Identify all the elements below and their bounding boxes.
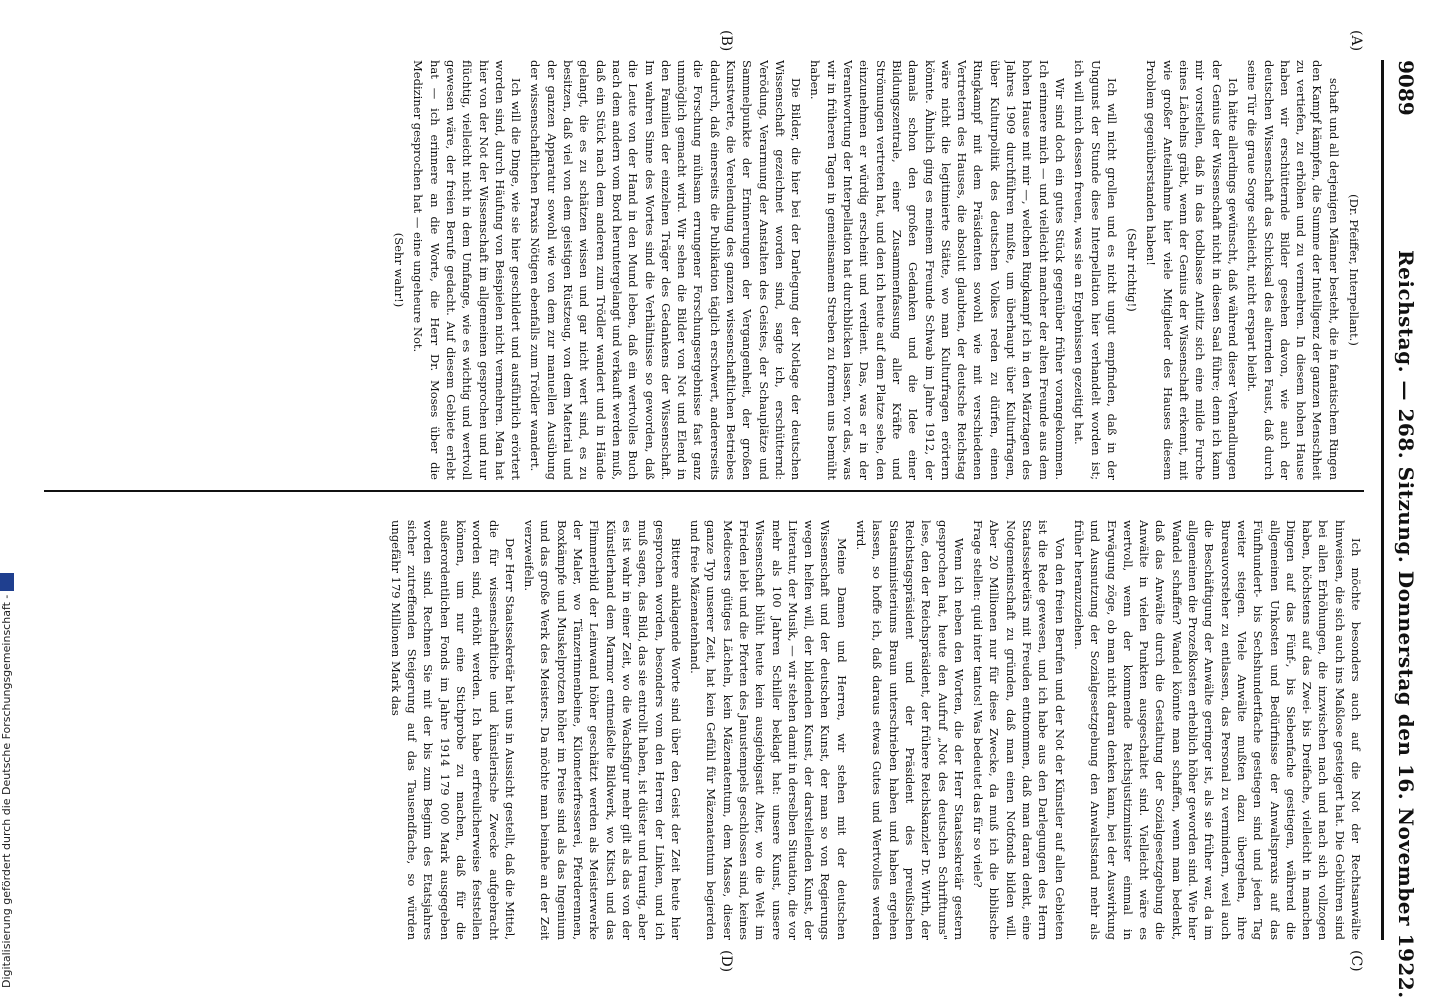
paragraph: Meine Damen und Herren, wir stehen mit der deutschen Wissenschaft und der deutschen Kunst, der man so von Regierungs wegen helfen will, der bildenden Kunst, der darstellenden Kunst, der Literatur, der Musik, — wir stehen damit in derselben Situation, die vor mehr als 100 Jahren Schiller beklagt hat: unsere Kunst, unsere Wissenschaft blüht heute kein ausgiebigsatt Alter, wo die Welt im Frieden lebt und die Pforten des Janustempels geschlossen sind, keines Mediceers gütiges Lächeln, kein Mäzenatentum, dem Masse, dieser ganze Typ unserer Zeit, hat kein Gefühl für Mäzenatentum begierden und freie Mäzenatenhand. xyxy=(688,520,849,940)
paragraph: Der Herr Staatssekretär hat uns in Aussicht gestellt, daß die Mittel, die für wissenschaftliche und künstlerische Zwecke aufgebracht worden sind, erhöht werden. Ich habe erfreulicherweise feststellen können, um nur eine Stichprobe zu machen, daß für die außerordentlichen Fonds im Jahre 1914 179 000 Mark ausgegeben worden sind. Rechnen Sie mit der bis zum Beginn des Etatsjahres sicher zutreffenden Steigerung auf das Tausendfache, so würden ungefähr 179 Millionen Mark das xyxy=(388,520,517,940)
paragraph: Wir sind doch ein gutes Stück gegenüber früher vorangekommen. Ich erinnere mich — und vielleicht mancher der alten Freunde aus dem hohen Hause mit mir —, welchen Ringkampf ich in den Märztagen des Jahres 1909 durchführen mußte, um überhaupt über Kulturfragen, über Kulturpolitik des deutschen Volkes reden zu dürfen, einen Ringkampf mit dem Präsidenten sowohl wie mit verschiedenen Vertretern des Hauses, die absolut glaubten, der deutsche Reichstag wäre nicht die legitimierte Stätte, wo man Kulturfragen erörtern könnte. Ähnlich ging es meinem Freunde Schwab im Jahre 1912, der damals schon den großen Gedanken und die Idee einer Bildungszentrale, einer Zusammenfassung aller Kräfte und Strömungen vertreten hat, und den ich heute auf dem Platze sehe, den einzunehmen er würdig erscheint und verdient. Das, was er in der Verantwortung der Interpellation hat durchblicken lassen, vor das, was wir in früheren Tagen in gemeinsamem Streben zu formen uns bemüht haben. xyxy=(808,60,1067,480)
paragraph: Von den freien Berufen und der Not der Künstler auf allen Gebieten ist die Rede gewesen, und ich habe aus den Darlegungen des Herrn Staatssekretärs mit Freuden entnommen, daß man daran denkt, eine Notgemeinschaft zu gründen, daß man einen Notfonds bilden will. Aber 20 Millionen nur für diese Zwecke, da muß ich die biblische Frage stellen: quid inter tantos! Was bedeutet das für so viele? xyxy=(971,520,1067,940)
margin-marker-b: (B) xyxy=(718,30,734,52)
page-number: 9089 xyxy=(1394,60,1418,116)
margin-marker-c: (C) xyxy=(1348,950,1364,972)
dfg-logo-icon xyxy=(0,573,14,591)
page-title: Reichstag. — 268. Sitzung. Donnerstag den 16. November 1922. xyxy=(1394,250,1418,999)
speaker-reference: (Dr. Pfeiffer, Interpellant.) xyxy=(1347,194,1361,346)
left-column xyxy=(34,60,1364,480)
margin-marker-a: (A) xyxy=(1348,30,1364,52)
interjection: (Sehr wahr!) xyxy=(392,232,407,308)
paragraph: Ich möchte besonders auch auf die Not der Rechtsanwälte hinweisen, die sich auch ins Maßlose gesteigert hat. Die Gebühren sind bei allen Erhöhungen, die inzwischen nach und nach sich vollzogen haben, höchstens auf das Zwei- bis Dreifache, vielleicht in manchen Dingen auf das Fünf-, bis Siebenfache gestiegen, während die allgemeinen Unkosten und Bedürfnisse der Anwaltspraxis auf das Fünfhundert- bis Sechshundertfache gestiegen sind und jeden Tag weiter steigen. Viele Anwälte mußten dazu übergehen, ihre Bureauvorsteher zu entlassen, das Personal zu vermindern, weil auch die Beschäftigung der Anwälte geringer ist, als sie früher war, da im allgemeinen die Prozeßkosten erheblich höher geworden sind. Wie hier Wandel schaffen? Wandel könnte man schaffen, wenn man bedenkt, daß das Anwälte durch die Gestaltung der Sozialgesetzgebung die Anwälte in vielen Punkten ausgeschaltet sind. Vielleicht wäre es wertvoll, wenn der kommende Reichsjustizminister einmal in Erwägung zöge, ob man nicht daran denken kann, bei der Auswirkung und Ausnutzung der Sozialgesetzgebung den Anwaltsstand mehr als früher heranzuziehen. xyxy=(1071,520,1363,940)
right-column xyxy=(34,520,1364,940)
paragraph: Die Bilder, die hier bei der Darlegung der Notlage der deutschen Wissenschaft gezeichnet worden sind, sagte ich, erschütternd: Verödung, Verarmung der Anstalten des Geistes, der Schauplätze und Sammelpunkte der Erinnerungen der Vergangenheit, der großen Kunstwerte, die Verelendung des ganzen wissenschaftlichen Betriebes dadurch, daß einerseits die Publikation täglich erschwert, andererseits die Forschung mühsam errungener Forschungsergebnisse fast ganz unmöglich gemacht wird. Wir sehen die Bilder von Not und Elend in den Familien der einzelnen Träger des Gedankens der Wissenschaft. Im wahren Sinne des Wortes sind die Verhältnisse so geworden, daß die Leute von der Hand in den Mund leben, daß ein wertvolles Buch nach dem andern vom Bord heruntergelangt und verkauft werden muß, daß ein Stück nach dem anderen zum Trödler wandert und in Hände gelangt, die es zu schätzen wissen und gar nicht wert sind, es zu besitzen, daß viel von dem geistigen Rüstzeug, von dem Material und der ganzen Apparatur sowohl wie von dem zur manuellen Ausübung der wissenschaftlichen Praxis Nötigen ebenfalls zum Trödler wandert. xyxy=(528,60,804,480)
page-header xyxy=(1381,60,1424,999)
paragraph: Bittere anklagende Worte sind über den Geist der Zeit heute hier gesprochen worden, besonders vom den Herren der Linken, und ich muß sagen, das Bild, das sie entrollt haben, ist düster und traurig, aber es ist wahr in einer Zeit, wo die Wachsfigur mehr gilt als das von der Künstlerhand dem Marmor entmeißelte Bildwerk, wo Kitsch und das Flimmerbild der Leinwand höher geschätzt werden als Meisterwerke der Maler, wo Tänzerinnenbeine, Kilometerfresserei, Pferderennen, Boxkämpfe und Muskelprotzen höher im Preise sind als das Ingenium und das große Werk des Meisters. Da möchte man beinahe an der Zeit verzweifeln. xyxy=(522,520,683,940)
interjection: (Sehr richtig!) xyxy=(1125,228,1140,312)
paragraph: Wenn ich neben den Worten, die der Herr Staatssekretär gestern gesprochen hat, heute den Aufruf „Not des deutschen Schrifttums" lese, den der Reichspräsident, der frühere Reichskanzler Dr. Wirth, der Reichstagspräsident und der Präsident des preußischen Staatsministeriums Braun unterschrieben haben und haben ergehen lassen, so hoffe ich, daß daraus etwas Gutes und Wertvolles werden wird. xyxy=(854,520,966,940)
paragraph: schaft und all derjenigen Männer besteht, die in fanatischem Ringen den Kampf kämpfen, die Summe der Intelligenz der ganzen Menschheit zu vertiefen, zu erhöhen und zu vermehren. In diesem hohen Hause haben wir erschütternde Bilder gesehen davon, wie auch der deutschen Wissenschaft das Schicksal des alternden Faust, daß durch seine Tür die graue Sorge schleicht, nicht erspart bleibt. xyxy=(1245,60,1341,480)
paragraph: Ich hätte allerdings gewünscht, daß während dieser Verhandlungen der Genius der Wissenschaft nicht in diesen Saal führe; denn ich kann mir vorstellen, daß in das todblasse Antlitz sich eine milde Furche eines Lächelns gräbt, wenn der Genius der Wissenschaft erkennt, mit wie großer Anteilnahme hier viele Mitglieder des Hauses diesem Problem gegenüberstanden haben! xyxy=(1144,60,1240,480)
digitization-credit xyxy=(0,573,14,988)
column-divider xyxy=(44,490,1364,492)
paragraph: Ich will die Dinge, wie sie hier geschildert und ausführlich erörtert worden sind, durch Häufung von Beispielen nicht vermehren. Man hat hier von der Not der Wissenschaft im allgemeinen gesprochen und nur flüchtig, vielleicht nicht in dem Umfange, wie es wichtig und wertvoll gewesen wäre, der freien Berufe gedacht. Auf diesem Gebiete erlebt hat — ich erinnere an die Worte, die Herr Dr. Moses über die Mediziner gesprochen hat — eine ungeheure Not. xyxy=(411,60,524,480)
margin-marker-d: (D) xyxy=(718,950,734,973)
credit-text: Digitalisierung gefördert durch die Deutsche Forschungsgemeinschaft - xyxy=(0,594,13,988)
paragraph: Ich will nicht grollen und es nicht ungut empfinden, daß in der Ungunst der Stunde diese Interpellation hier verhandelt worden ist; ich will mich dessen freuen, was sie an Ergebnissen gezeitigt hat. xyxy=(1072,60,1119,480)
